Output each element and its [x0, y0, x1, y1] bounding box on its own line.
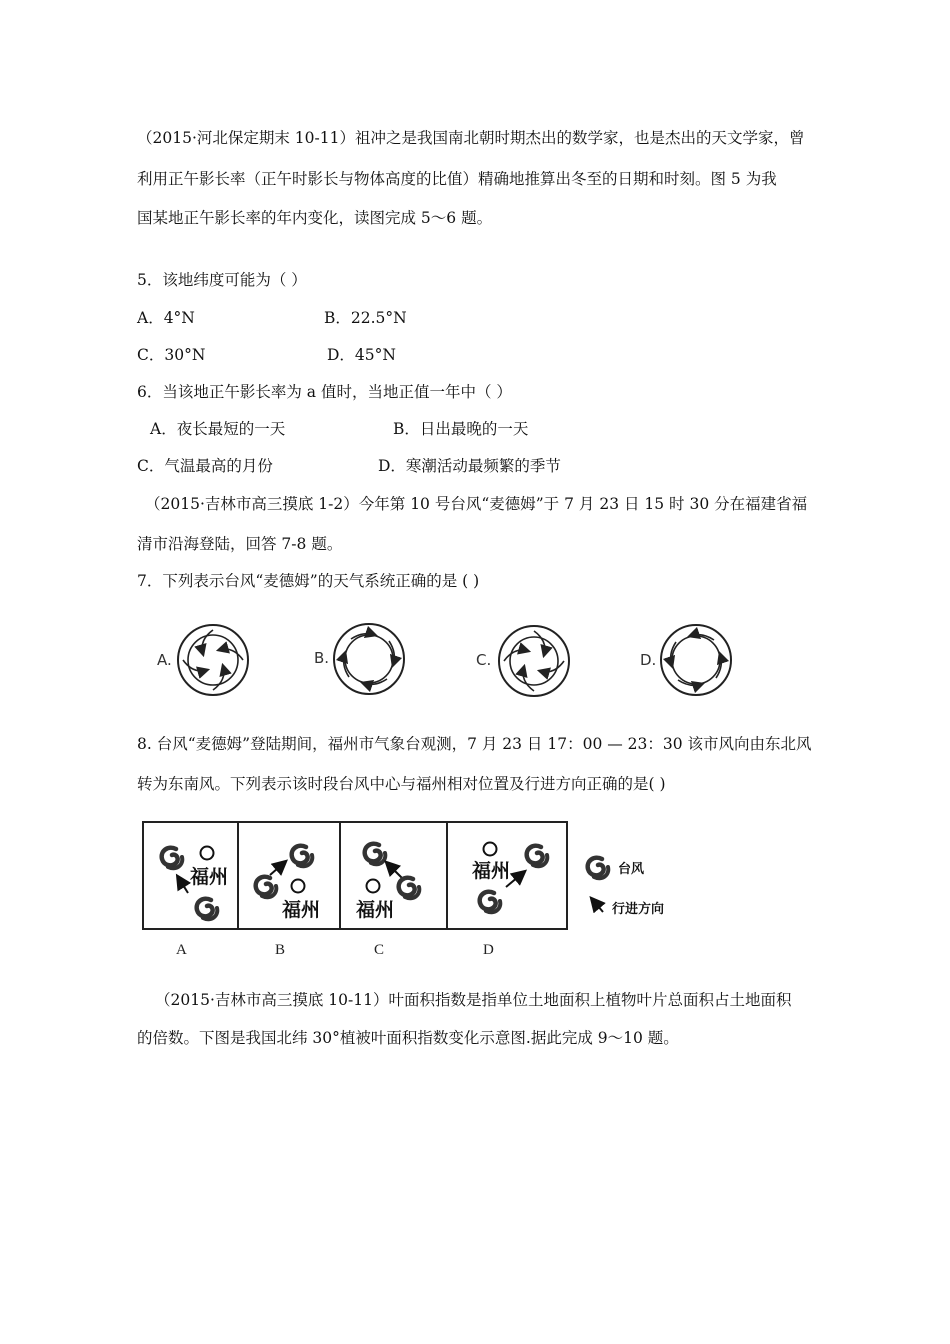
q6-stem: 6．当该地正午影长率为 a 值时，当地正值一年中（ ） [137, 383, 512, 401]
typhoon-icon [588, 858, 609, 879]
typhoon-icon [480, 892, 501, 913]
q8-panel-label-d: D [483, 942, 494, 958]
q7-label-a: A. [157, 651, 172, 669]
intro1-line2: 利用正午影长率（正午时影长与物体高度的比值）精确地推算出冬至的日期和时刻。图 5 为我 [137, 170, 777, 188]
typhoon-icon [527, 846, 548, 867]
q5-stem: 5．该地纬度可能为（ ） [137, 271, 307, 289]
q8-panel-label-a: A [176, 942, 187, 958]
intro2-line2: 清市沿海登陆，回答 7-8 题。 [137, 535, 343, 553]
q8-panel-a [162, 847, 228, 920]
q7-cyclone-d [661, 625, 731, 695]
city-marker-icon [484, 843, 497, 856]
typhoon-icon [399, 878, 420, 899]
city-marker-icon [201, 847, 214, 860]
city-label: 福州 [472, 860, 511, 882]
q8-line1: 8. 台风“麦德姆”登陆期间，福州市气象台观测，7 月 23 日 17：00 — 23：30 该市风向由东北风 [137, 735, 812, 753]
q5-option-a: A．4°N [137, 309, 195, 327]
city-marker-icon [292, 880, 305, 893]
intro3-line2: 的倍数。下图是我国北纬 30°植被叶面积指数变化示意图.据此完成 9～10 题。 [137, 1029, 679, 1047]
q7-cyclone-a [178, 625, 248, 695]
q7-stem: 7．下列表示台风“麦德姆”的天气系统正确的是 ( ) [137, 572, 480, 590]
q6-option-b: B．日出最晚的一天 [393, 420, 529, 438]
q8-typhoon-figure [0, 815, 950, 965]
q5-option-c: C．30°N [137, 346, 206, 364]
typhoon-icon [365, 844, 386, 865]
intro1-line3: 国某地正午影长率的年内变化，读图完成 5～6 题。 [137, 209, 493, 227]
intro2-line1: （2015·吉林市高三摸底 1-2）今年第 10 号台风“麦德姆”于 7 月 23 日 15 时 30 分在福建省福 [145, 495, 808, 513]
q7-label-b: B. [314, 649, 330, 667]
intro1-line1: （2015·河北保定期末 10-11）祖冲之是我国南北朝时期杰出的数学家，也是杰出的天文学家，曾 [137, 129, 805, 147]
q8-line2: 转为东南风。下列表示该时段台风中心与福州相对位置及行进方向正确的是( ) [137, 775, 666, 793]
q7-label-c: C. [476, 651, 492, 669]
q6-option-d: D．寒潮活动最频繁的季节 [378, 457, 561, 475]
legend-direction-label: 行进方向 [612, 902, 665, 917]
q5-option-b: B．22.5°N [324, 309, 407, 327]
q6-option-c: C．气温最高的月份 [137, 457, 273, 475]
city-label: 福州 [356, 899, 395, 921]
q6-option-a: A．夜长最短的一天 [150, 420, 286, 438]
legend-typhoon-label: 台风 [618, 862, 645, 877]
q8-panel-label-c: C [374, 942, 385, 958]
q8-panel-label-b: B [275, 942, 286, 958]
q8-legend [588, 858, 664, 917]
city-label: 福州 [190, 866, 229, 888]
q8-panel-c [356, 844, 419, 921]
typhoon-icon [197, 899, 218, 920]
q7-label-d: D. [640, 651, 657, 669]
q7-cyclone-c [499, 626, 569, 696]
q5-option-d: D．45°N [327, 346, 396, 364]
q7-cyclone-figure [0, 615, 950, 705]
city-label: 福州 [282, 899, 321, 921]
typhoon-icon [292, 846, 313, 867]
q8-panel-b [256, 846, 320, 921]
q7-cyclone-b [334, 624, 404, 694]
city-marker-icon [367, 880, 380, 893]
q8-panel-d [472, 843, 547, 913]
typhoon-icon [162, 848, 183, 869]
typhoon-icon [256, 877, 277, 898]
intro3-line1: （2015·吉林市高三摸底 10-11）叶面积指数是指单位土地面积上植物叶片总面积占土地面积 [155, 991, 792, 1009]
